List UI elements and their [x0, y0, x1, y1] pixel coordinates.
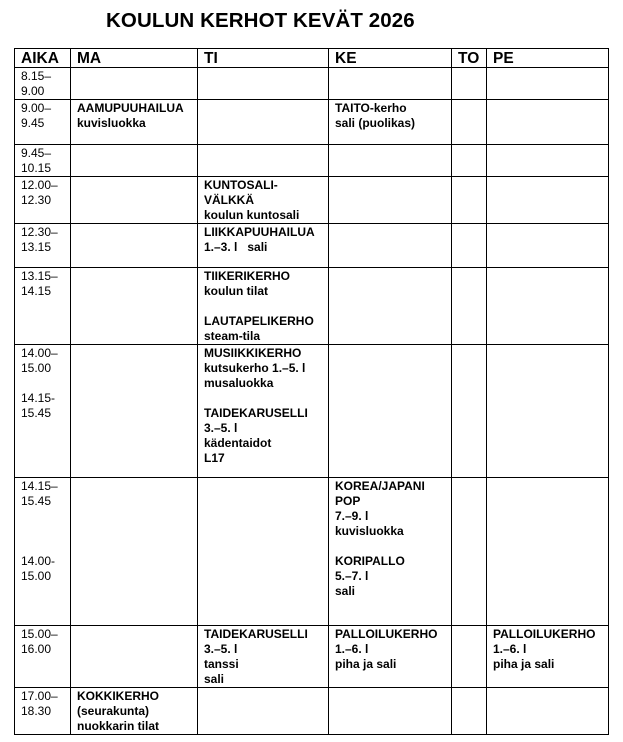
table-row — [15, 224, 609, 268]
cell-pe — [487, 100, 609, 145]
cell-ke — [329, 68, 452, 100]
table-row — [15, 688, 609, 735]
time-line: 9.00 — [21, 84, 45, 98]
cell-ke — [329, 224, 452, 268]
cell-ma — [71, 68, 198, 100]
cell-ma — [71, 268, 198, 345]
cell-ti — [198, 100, 329, 145]
time-line: 14.15- — [21, 391, 56, 405]
club-detail: 3.–5. l — [204, 421, 238, 435]
time-line: 10.15 — [21, 161, 52, 175]
cell-ma — [71, 145, 198, 177]
header-aika: AIKA — [15, 49, 71, 68]
time-cell — [15, 268, 71, 345]
cell-pe — [487, 145, 609, 177]
header-to: TO — [452, 49, 487, 68]
cell-ti — [198, 224, 329, 268]
time-line: 12.30– — [21, 225, 58, 239]
club-detail: nuokkarin tilat — [77, 719, 160, 733]
time-line: 12.30 — [21, 193, 52, 207]
club-name: KOKKIKERHO — [77, 689, 160, 703]
club-detail: 1.–6. l — [335, 642, 369, 656]
club-name: LAUTAPELIKERHO — [204, 314, 314, 328]
club-detail: kädentaidot — [204, 436, 272, 450]
cell-ti — [198, 177, 329, 224]
time-line: 13.15– — [21, 269, 58, 283]
cell-ke — [329, 478, 452, 626]
cell-pe — [487, 345, 609, 478]
club-detail: koulun kuntosali — [204, 208, 300, 222]
time-cell — [15, 224, 71, 268]
time-line: 15.45 — [21, 406, 52, 420]
cell-ma — [71, 177, 198, 224]
page-title: KOULUN KERHOT KEVÄT 2026 — [106, 9, 415, 32]
cell-ke — [329, 177, 452, 224]
time-line: 9.00– — [21, 101, 52, 115]
cell-to — [452, 478, 487, 626]
cell-ke — [329, 688, 452, 735]
cell-pe — [487, 268, 609, 345]
time-line: 14.00– — [21, 346, 58, 360]
club-name: KUNTOSALI- — [204, 178, 278, 192]
cell-to — [452, 177, 487, 224]
time-line: 14.15– — [21, 479, 58, 493]
club-detail: 3.–5. l — [204, 642, 238, 656]
club-detail: steam-tila — [204, 329, 261, 343]
cell-pe — [487, 68, 609, 100]
table-row — [15, 478, 609, 626]
club-name: AAMUPUUHAILUA — [77, 101, 184, 115]
cell-to — [452, 68, 487, 100]
time-cell — [15, 688, 71, 735]
cell-ti — [198, 145, 329, 177]
cell-ti — [198, 688, 329, 735]
cell-pe — [487, 626, 609, 688]
time-cell — [15, 177, 71, 224]
cell-ma — [71, 224, 198, 268]
time-line: 13.15 — [21, 240, 52, 254]
time-line: 15.00 — [21, 361, 52, 375]
cell-ma — [71, 100, 198, 145]
table-row — [15, 177, 609, 224]
club-name: MUSIIKKIKERHO — [204, 346, 302, 360]
cell-to — [452, 345, 487, 478]
cell-ti — [198, 478, 329, 626]
club-detail: kuvisluokka — [77, 116, 146, 130]
club-detail: piha ja sali — [335, 657, 397, 671]
cell-to — [452, 268, 487, 345]
club-detail: sali — [335, 584, 356, 598]
club-detail: musaluokka — [204, 376, 274, 390]
cell-pe — [487, 688, 609, 735]
cell-to — [452, 688, 487, 735]
time-line: 9.45– — [21, 146, 52, 160]
cell-ke — [329, 145, 452, 177]
club-detail: kutsukerho 1.–5. l — [204, 361, 306, 375]
club-detail: koulun tilat — [204, 284, 268, 298]
club-name: VÄLKKÄ — [204, 193, 254, 207]
time-line: 16.00 — [21, 642, 52, 656]
time-cell — [15, 145, 71, 177]
time-line: 14.15 — [21, 284, 52, 298]
cell-pe — [487, 224, 609, 268]
club-name: TAIDEKARUSELLI — [204, 406, 308, 420]
header-pe: PE — [487, 49, 609, 68]
cell-ma — [71, 345, 198, 478]
time-line: 15.00– — [21, 627, 58, 641]
club-detail: sali (puolikas) — [335, 116, 416, 130]
time-cell — [15, 345, 71, 478]
time-cell — [15, 100, 71, 145]
club-detail: tanssi — [204, 657, 239, 671]
header-ma: MA — [71, 49, 198, 68]
cell-ma — [71, 626, 198, 688]
cell-to — [452, 626, 487, 688]
cell-ke — [329, 100, 452, 145]
cell-pe — [487, 177, 609, 224]
time-line: 8.15– — [21, 69, 52, 83]
cell-ma — [71, 478, 198, 626]
schedule-table — [14, 48, 609, 735]
cell-ke — [329, 268, 452, 345]
club-name: KORIPALLO — [335, 554, 405, 568]
cell-to — [452, 100, 487, 145]
club-name: PALLOILUKERHO — [335, 627, 438, 641]
club-detail: (seurakunta) — [77, 704, 150, 718]
time-line: 14.00- — [21, 554, 56, 568]
cell-to — [452, 145, 487, 177]
table-row — [15, 268, 609, 345]
cell-ke — [329, 345, 452, 478]
cell-ti — [198, 68, 329, 100]
time-line: 17.00– — [21, 689, 58, 703]
club-detail: 5.–7. l — [335, 569, 369, 583]
header-row — [15, 49, 609, 68]
table-row — [15, 100, 609, 145]
time-line: 15.45 — [21, 494, 52, 508]
cell-to — [452, 224, 487, 268]
cell-ti — [198, 626, 329, 688]
header-ti: TI — [198, 49, 329, 68]
club-name: TIIKERIKERHO — [204, 269, 291, 283]
club-detail: sali — [204, 672, 225, 686]
club-detail: 1.–6. l — [493, 642, 527, 656]
club-name: TAIDEKARUSELLI — [204, 627, 308, 641]
cell-ma — [71, 688, 198, 735]
time-line: 15.00 — [21, 569, 52, 583]
club-detail: L17 — [204, 451, 225, 465]
club-name: TAITO-kerho — [335, 101, 407, 115]
time-cell — [15, 478, 71, 626]
cell-pe — [487, 478, 609, 626]
time-line: 9.45 — [21, 116, 45, 130]
table-row — [15, 145, 609, 177]
table-row — [15, 626, 609, 688]
header-ke: KE — [329, 49, 452, 68]
club-detail: kuvisluokka — [335, 524, 404, 538]
club-detail: 7.–9. l — [335, 509, 369, 523]
club-detail: piha ja sali — [493, 657, 555, 671]
cell-ti — [198, 345, 329, 478]
time-cell — [15, 626, 71, 688]
table-row — [15, 68, 609, 100]
club-name: KOREA/JAPANI — [335, 479, 425, 493]
club-detail: 1.–3. l sali — [204, 240, 268, 254]
time-cell — [15, 68, 71, 100]
table-row — [15, 345, 609, 478]
club-name: PALLOILUKERHO — [493, 627, 596, 641]
cell-ke — [329, 626, 452, 688]
time-line: 12.00– — [21, 178, 58, 192]
club-name: POP — [335, 494, 361, 508]
cell-ti — [198, 268, 329, 345]
time-line: 18.30 — [21, 704, 52, 718]
club-name: LIIKKAPUUHAILUA — [204, 225, 315, 239]
